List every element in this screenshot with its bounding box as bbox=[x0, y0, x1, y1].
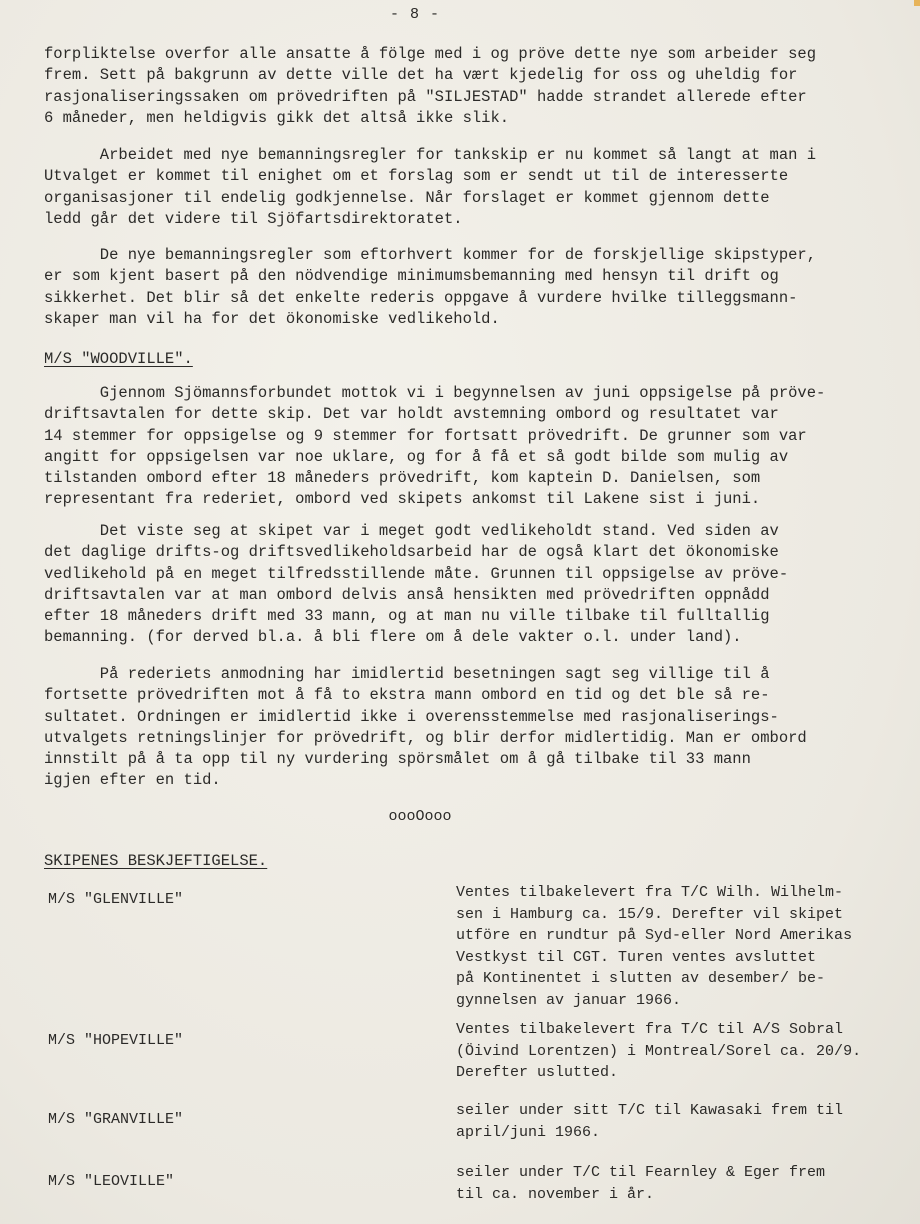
paragraph-new-manning-rules: De nye bemanningsregler som eftorhvert kommer for de forskjellige skipstyper, er som kjent basert på den nödvendige minimumsbemanning med hensyn til drift og sikkerhet. Det blir så det enkelte rederis oppgave å vurdere hvilke tilleggsmann- skaper man vil ha for det ökonomiske vedlikehold. bbox=[44, 246, 817, 328]
paragraph-tanker-manning-rules: Arbeidet med nye bemanningsregler for tankskip er nu kommet så langt at man i Utvalget er kommet til enighet om et forslag som er sendt ut til de interesserte organisasjoner til endelig godkjennelse. Når forslaget er kommet gjennom dette ledd går det videre til Sjöfartsdirektoratet. bbox=[44, 146, 817, 228]
ship-name-leoville: M/S "LEOVILLE" bbox=[48, 1173, 175, 1190]
ship-name-granville: M/S "GRANVILLE" bbox=[48, 1111, 184, 1128]
heading-ship-employment: SKIPENES BESKJEFTIGELSE. bbox=[44, 852, 268, 870]
ship-desc-hopeville: Ventes tilbakelevert fra T/C til A/S Sobral (Öivind Lorentzen) i Montreal/Sorel ca. 20/9. Derefter uslutted. bbox=[456, 1021, 862, 1081]
heading-woodville: M/S "WOODVILLE". bbox=[44, 350, 193, 368]
paragraph-woodville-notice: Gjennom Sjömannsforbundet mottok vi i begynnelsen av juni oppsigelse på pröve- driftsavtalen for dette skip. Det var holdt avstemning ombord og resultatet var 14 stemmer for oppsigelse og 9 stemmer for fortsatt prövedrift. De grunner som var angitt for oppsigelsen var noe uklare, og for å få et så godt bilde som mulig av tilstanden ombord efter 18 måneders prövedrift, kom kaptein D. Danielsen, som representant fra rederiet, ombord ved skipets ankomst til Lakene sist i juni. bbox=[44, 384, 826, 509]
paragraph-siljestad-continuation: forpliktelse overfor alle ansatte å fölge med i og pröve dette nye som arbeider seg frem. Sett på bakgrunn av dette ville det ha vært kjedelig for oss og uheldig for rasjonaliseringssaken om prövedriften på "SILJESTAD" hadde strandet allerede efter 6 måneder, men heldigvis gikk det altså ikke slik. bbox=[44, 45, 817, 127]
ship-desc-granville: seiler under sitt T/C til Kawasaki frem til april/juni 1966. bbox=[456, 1102, 844, 1141]
ship-desc-leoville: seiler under T/C til Fearnley & Eger frem til ca. november i år. bbox=[456, 1164, 826, 1203]
page-number: - 8 - bbox=[389, 6, 440, 23]
ship-desc-glenville: Ventes tilbakelevert fra T/C Wilh. Wilhelm- sen i Hamburg ca. 15/9. Derefter vil skipet utföre en rundtur på Syd-eller Nord Amerikas Vestkyst til CGT. Turen ventes avsluttet på Kontinentet i slutten av desember/ be- gynnelsen av januar 1966. bbox=[456, 884, 853, 1009]
ship-name-glenville: M/S "GLENVILLE" bbox=[48, 891, 184, 908]
paragraph-woodville-condition: Det viste seg at skipet var i meget godt vedlikeholdt stand. Ved siden av det daglige drifts-og driftsvedlikeholdsarbeid har de også klart det ökonomiske vedlikehold på en meget tilfredsstillende måte. Grunnen til oppsigelse av pröve- driftsavtalen var at man ombord delvis anså hensikten med prövedriften oppnådd efter 18 måneders drift med 33 mann, og at man nu ville tilbake til fulltallig bemanning. (for derved bl.a. å bli flere om å dele vakter o.l. under land). bbox=[44, 522, 789, 647]
paragraph-woodville-agreement: På rederiets anmodning har imidlertid besetningen sagt seg villige til å fortsette prövedriften mot å få to ekstra mann ombord en tid og det ble så re- sultatet. Ordningen er imidlertid ikke i overensstemmelse med rasjonaliserings- utvalgets retningslinjer for prövedrift, og blir derfor midlertidig. Man er ombord innstilt på å ta opp til ny vurdering spörsmålet om å gå tilbake til 33 mann igjen efter en tid. bbox=[44, 665, 807, 790]
ship-name-hopeville: M/S "HOPEVILLE" bbox=[48, 1032, 184, 1049]
section-separator: oooOooo bbox=[388, 808, 452, 825]
paper-edge-mark bbox=[914, 0, 920, 6]
